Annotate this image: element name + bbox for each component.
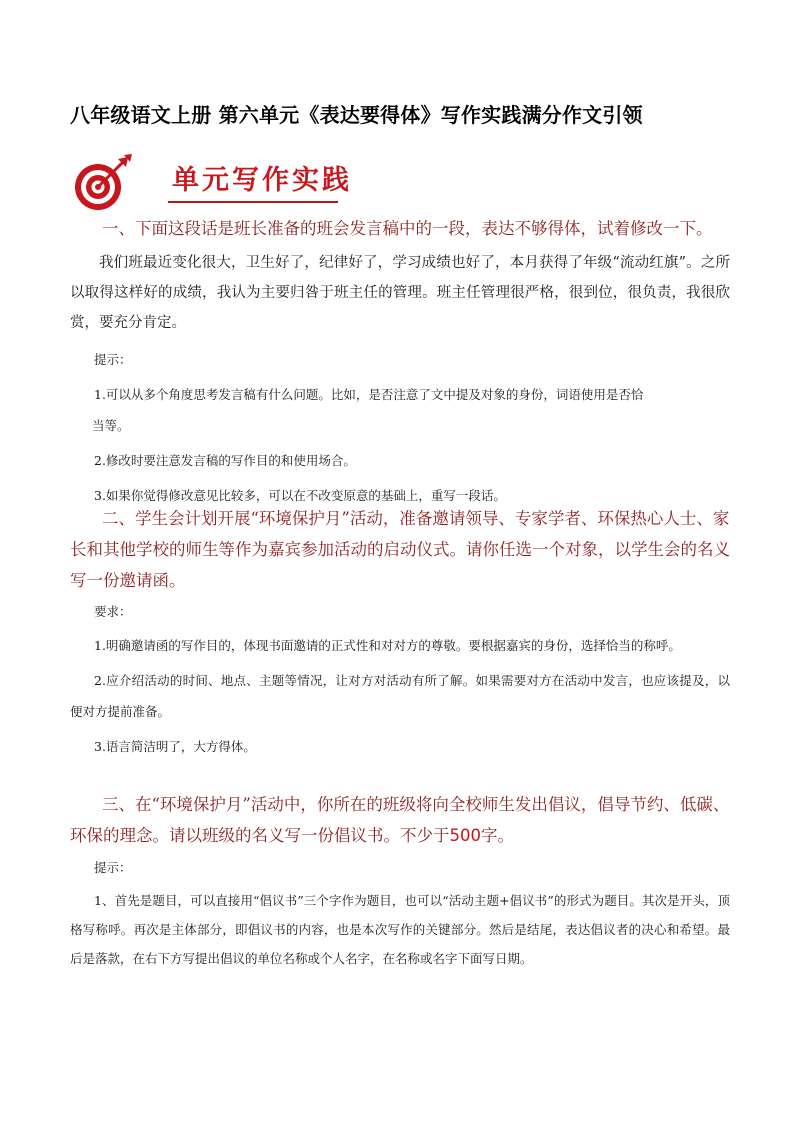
hint-item: 1.可以从多个角度思考发言稿有什么问题。比如，是否注意了文中提及对象的身份，词语使用是否恰 bbox=[94, 387, 644, 402]
section-2 bbox=[70, 503, 730, 596]
question-2: 二、学生会计划开展“环境保护月”活动，准备邀请领导、专家学者、环保热心人士、家长和其他学校的师生等作为嘉宾参加活动的启动仪式。请你任选一个对象，以学生会的名义写一份邀请函。 bbox=[70, 509, 730, 590]
requirement-label: 要求： bbox=[94, 604, 132, 619]
target-dart-icon bbox=[72, 153, 136, 213]
hint-label: 提示： bbox=[94, 860, 132, 875]
section-1-passage bbox=[70, 248, 730, 338]
hint-item: 2.修改时要注意发言稿的写作目的和使用场合。 bbox=[94, 453, 356, 468]
question-1: 一、下面这段话是班长准备的班会发言稿中的一段，表达不够得体，试着修改一下。 bbox=[102, 219, 713, 238]
hint-item: 1、首先是题目，可以直接用“倡议书”三个字作为题目，也可以“活动主题+倡议书”的形式为题目。其次是开头，顶格写称呼。再次是主体部分，即倡议书的内容，也是本次写作的关键部分。然后是结尾，表达倡议者的决心和希望。最后是落款，在右下方写提出倡议的单位名称或个人名字，在名称或名字下面写日期。 bbox=[70, 893, 730, 966]
document-title: 八年级语文上册 第六单元《表达要得体》写作实践满分作文引领 bbox=[70, 103, 643, 127]
section-2-requirements bbox=[70, 596, 730, 762]
section-banner bbox=[72, 153, 352, 213]
hint-item-continued: 当等。 bbox=[92, 418, 130, 433]
section-3 bbox=[70, 789, 730, 851]
word-count: 500 bbox=[449, 826, 481, 845]
requirement-item: 2.应介绍活动的时间、地点、主题等情况，让对方对活动有所了解。如果需要对方在活动中发言，也应该提及，以便对方提前准备。 bbox=[70, 673, 730, 719]
passage-text: 我们班最近变化很大，卫生好了，纪律好了，学习成绩也好了，本月获得了年级“流动红旗”。之所以取得这样好的成绩，我认为主要归咎于班主任的管理。班主任管理很严格，很到位，很负责，我很欣赏，要充分肯定。 bbox=[70, 255, 730, 331]
section-1 bbox=[70, 214, 730, 244]
banner-label: 单元写作实践 bbox=[172, 165, 352, 196]
question-3-end: 字。 bbox=[481, 826, 514, 845]
section-3-hints bbox=[70, 852, 730, 973]
requirement-item: 1.明确邀请函的写作目的，体现书面邀请的正式性和对对方的尊敬。要根据嘉宾的身份，选择恰当的称呼。 bbox=[94, 638, 681, 653]
requirement-item: 3.语言简洁明了，大方得体。 bbox=[94, 739, 256, 754]
hint-item: 3.如果你觉得修改意见比较多，可以在不改变原意的基础上，重写一段话。 bbox=[94, 488, 506, 503]
hint-label: 提示： bbox=[94, 352, 132, 367]
question-3-text: 三、在“环境保护月”活动中，你所在的班级将向全校师生发出倡议，倡导节约、低碳、环保的理念。请以班级的名义写一份倡议书。不少于 bbox=[70, 795, 730, 845]
banner-underline bbox=[168, 201, 338, 203]
section-1-hints bbox=[70, 344, 730, 511]
question-3 bbox=[70, 789, 730, 851]
